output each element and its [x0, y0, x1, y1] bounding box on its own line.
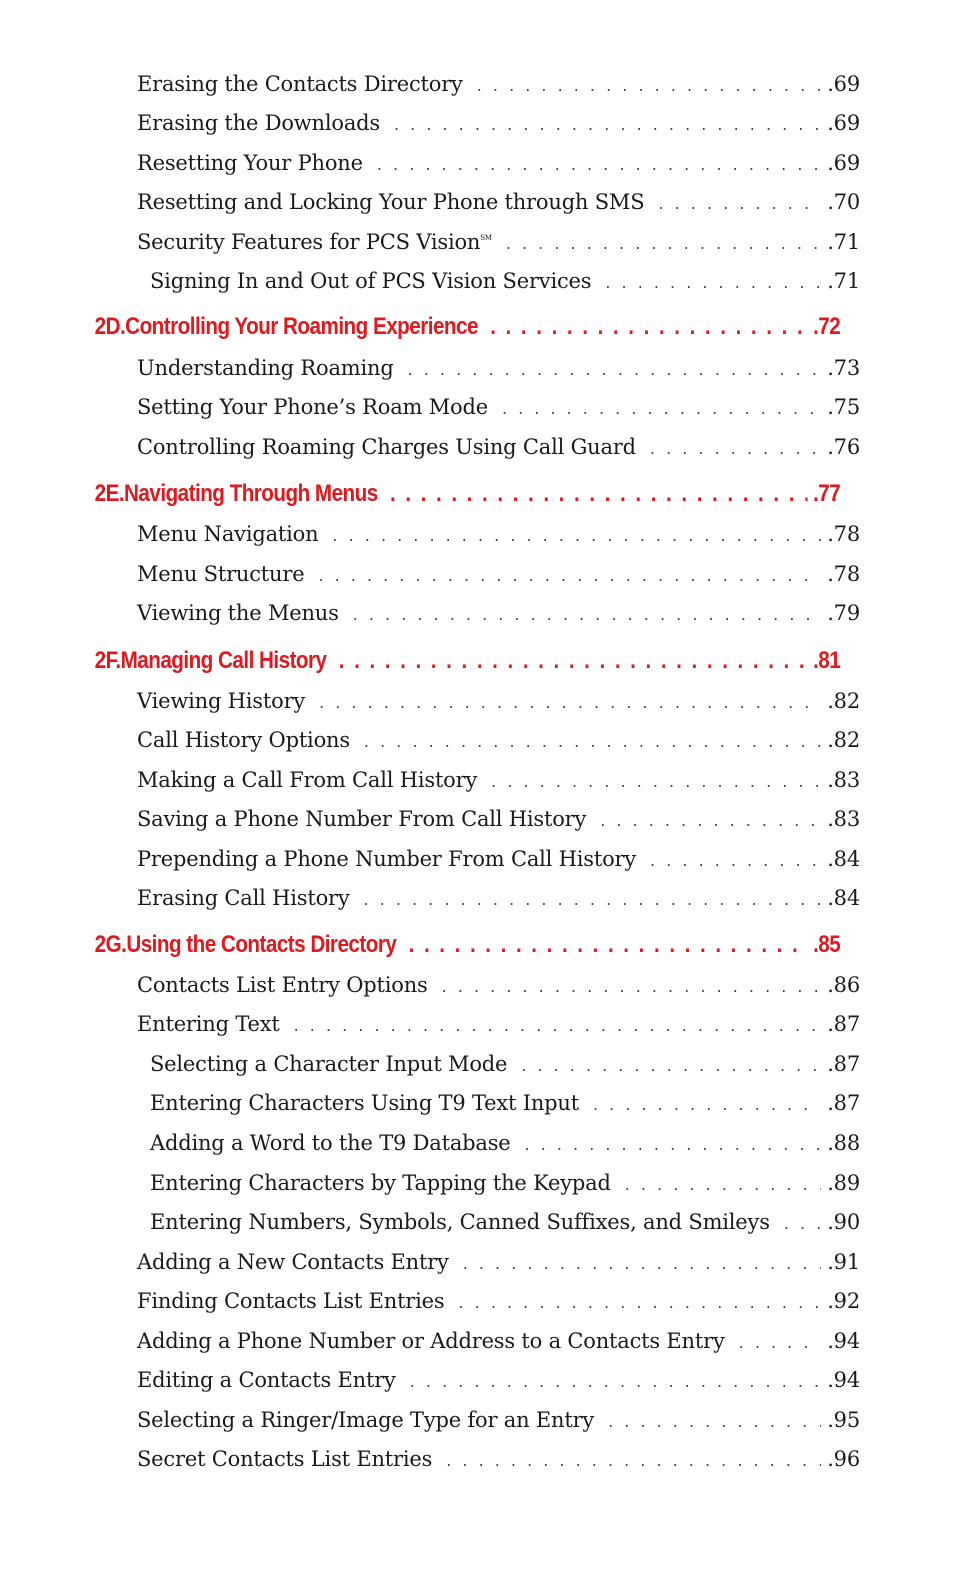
toc-entry[interactable] [0, 728, 860, 764]
entry-title: Finding Contacts List Entries [137, 1289, 445, 1313]
entry-title: Resetting and Locking Your Phone through SMS [137, 190, 645, 214]
toc-entry[interactable] [0, 522, 860, 558]
section-page: .77 [813, 480, 841, 507]
toc-entry[interactable] [0, 1329, 860, 1365]
leader-dots [318, 566, 821, 585]
entry-page: .79 [827, 601, 860, 625]
toc-entry[interactable] [0, 1368, 860, 1404]
entry-title: Erasing Call History [137, 886, 350, 910]
entry-page: .82 [827, 689, 860, 713]
section-page: .85 [813, 931, 841, 958]
toc-subentry[interactable] [0, 1210, 860, 1246]
entry-title: Adding a New Contacts Entry [137, 1250, 449, 1274]
entry-page: .90 [827, 1210, 860, 1234]
section-number: 2E. [94, 480, 125, 507]
entry-title: Saving a Phone Number From Call History [137, 807, 587, 831]
entry-page: .87 [827, 1012, 860, 1036]
toc-entry[interactable] [0, 768, 860, 804]
leader-dots [491, 772, 821, 791]
entry-page: .96 [827, 1447, 860, 1471]
entry-title [137, 230, 492, 254]
entry-page: .69 [827, 111, 860, 135]
leader-dots [650, 851, 821, 870]
toc-entry[interactable] [0, 847, 860, 883]
entry-page: .95 [827, 1408, 860, 1432]
section-page: .81 [813, 647, 841, 674]
toc-entry[interactable] [0, 151, 860, 187]
leader-dots [319, 693, 821, 712]
leader-dots [364, 890, 822, 909]
entry-title: Erasing the Contacts Directory [137, 72, 463, 96]
entry-page: .83 [827, 768, 860, 792]
toc-subentry[interactable] [0, 1091, 860, 1127]
leader-dots [294, 1016, 822, 1035]
toc-entry[interactable] [0, 230, 860, 266]
leader-dots [458, 1293, 821, 1312]
entry-page: .71 [827, 269, 860, 293]
leader-dots [442, 977, 822, 996]
entry-page: .75 [827, 395, 860, 419]
toc-subentry[interactable] [0, 1131, 860, 1167]
leader-dots [608, 1412, 821, 1431]
leader-dots [477, 76, 821, 95]
entry-title: Menu Navigation [137, 522, 319, 546]
entry-page: .92 [827, 1289, 860, 1313]
leader-dots [377, 155, 821, 174]
toc-entry[interactable] [0, 190, 860, 226]
entry-page: .76 [827, 435, 860, 459]
leader-dots [332, 526, 821, 545]
leader-dots [600, 811, 821, 830]
leader-dots [784, 1214, 821, 1233]
entry-title: Setting Your Phone’s Roam Mode [137, 395, 488, 419]
toc-entry[interactable] [0, 1250, 860, 1286]
entry-title: Editing a Contacts Entry [137, 1368, 396, 1392]
entry-page: .87 [827, 1091, 860, 1115]
entry-title: Prepending a Phone Number From Call History [137, 847, 637, 871]
entry-page: .83 [827, 807, 860, 831]
toc-entry[interactable] [0, 356, 860, 392]
toc-entry[interactable] [0, 807, 860, 843]
section-heading-2d[interactable] [0, 313, 840, 349]
entry-page: .84 [827, 847, 860, 871]
section-number: 2D. [94, 313, 126, 340]
toc-entry[interactable] [0, 886, 860, 922]
entry-title: Controlling Roaming Charges Using Call Guard [137, 435, 636, 459]
section-title: Navigating Through Menus [124, 480, 378, 507]
entry-title: Viewing History [137, 689, 306, 713]
section-heading-2f[interactable] [0, 647, 840, 683]
toc-entry[interactable] [0, 1289, 860, 1325]
leader-dots [506, 234, 821, 253]
toc-entry[interactable] [0, 1408, 860, 1444]
entry-page: .69 [827, 151, 860, 175]
entry-page: .71 [827, 230, 860, 254]
entry-title: Contacts List Entry Options [137, 973, 428, 997]
section-heading-2g[interactable] [0, 931, 840, 967]
entry-page: .73 [827, 356, 860, 380]
leader-dots [446, 1451, 821, 1470]
entry-page: .88 [827, 1131, 860, 1155]
entry-title: Adding a Word to the T9 Database [150, 1131, 511, 1155]
entry-title: Resetting Your Phone [137, 151, 363, 175]
leader-dots [390, 484, 808, 506]
entry-page: .94 [827, 1329, 860, 1353]
entry-title: Secret Contacts List Entries [137, 1447, 433, 1471]
leader-dots [364, 732, 821, 751]
entry-title: Entering Characters by Tapping the Keypad [150, 1171, 611, 1195]
leader-dots [525, 1135, 822, 1154]
toc-subentry[interactable] [0, 269, 860, 305]
entry-title: Signing In and Out of PCS Vision Services [150, 269, 592, 293]
entry-title: Viewing the Menus [137, 601, 339, 625]
toc-entry[interactable] [0, 1447, 860, 1483]
entry-page: .89 [827, 1171, 860, 1195]
leader-dots [394, 115, 821, 134]
leader-dots [410, 1372, 821, 1391]
entry-page: .87 [827, 1052, 860, 1076]
leader-dots [658, 194, 821, 213]
leader-dots [339, 651, 808, 673]
entry-title: Erasing the Downloads [137, 111, 380, 135]
entry-page: .70 [827, 190, 860, 214]
section-number: 2F. [94, 647, 121, 674]
toc-entry[interactable] [0, 111, 860, 147]
entry-title: Entering Characters Using T9 Text Input [150, 1091, 579, 1115]
entry-page: .94 [827, 1368, 860, 1392]
leader-dots [650, 439, 821, 458]
section-heading-2e[interactable] [0, 480, 840, 516]
toc-subentry[interactable] [0, 1052, 860, 1088]
entry-title: Call History Options [137, 728, 350, 752]
leader-dots [605, 273, 821, 292]
toc-entry[interactable] [0, 601, 860, 637]
toc-entry[interactable] [0, 689, 860, 725]
entry-page: .91 [827, 1250, 860, 1274]
toc-entry[interactable] [0, 395, 860, 431]
entry-page: .69 [827, 72, 860, 96]
leader-dots [490, 317, 808, 339]
toc-entry[interactable] [0, 973, 860, 1009]
section-page: .72 [813, 313, 841, 340]
entry-title: Making a Call From Call History [137, 768, 478, 792]
leader-dots [521, 1056, 821, 1075]
entry-title: Selecting a Ringer/Image Type for an Entry [137, 1408, 595, 1432]
toc-entry[interactable] [0, 435, 860, 471]
entry-title: Entering Text [137, 1012, 280, 1036]
leader-dots [739, 1333, 822, 1352]
leader-dots [593, 1095, 821, 1114]
entry-page: .86 [827, 973, 860, 997]
entry-title: Entering Numbers, Symbols, Canned Suffixes, and Smileys [150, 1210, 770, 1234]
leader-dots [408, 360, 822, 379]
toc-subentry[interactable] [0, 1171, 860, 1207]
entry-page: .82 [827, 728, 860, 752]
entry-title: Selecting a Character Input Mode [150, 1052, 508, 1076]
section-title: Using the Contacts Directory [126, 931, 397, 958]
entry-title: Adding a Phone Number or Address to a Contacts Entry [137, 1329, 725, 1353]
entry-page: .84 [827, 886, 860, 910]
toc-entry[interactable] [0, 72, 860, 108]
entry-page: .78 [827, 562, 860, 586]
leader-dots [625, 1175, 821, 1194]
leader-dots [502, 399, 821, 418]
entry-page: .78 [827, 522, 860, 546]
leader-dots [353, 605, 821, 624]
toc-entry[interactable] [0, 1012, 860, 1048]
entry-title: Menu Structure [137, 562, 305, 586]
section-title: Controlling Your Roaming Experience [125, 313, 478, 340]
toc-entry[interactable] [0, 562, 860, 598]
section-number: 2G. [94, 931, 127, 958]
entry-title-text: Security Features for PCS Vision [137, 230, 481, 254]
service-mark: SM [480, 234, 492, 242]
entry-title: Understanding Roaming [137, 356, 394, 380]
leader-dots [408, 935, 808, 957]
leader-dots [463, 1254, 821, 1273]
section-title: Managing Call History [120, 647, 327, 674]
